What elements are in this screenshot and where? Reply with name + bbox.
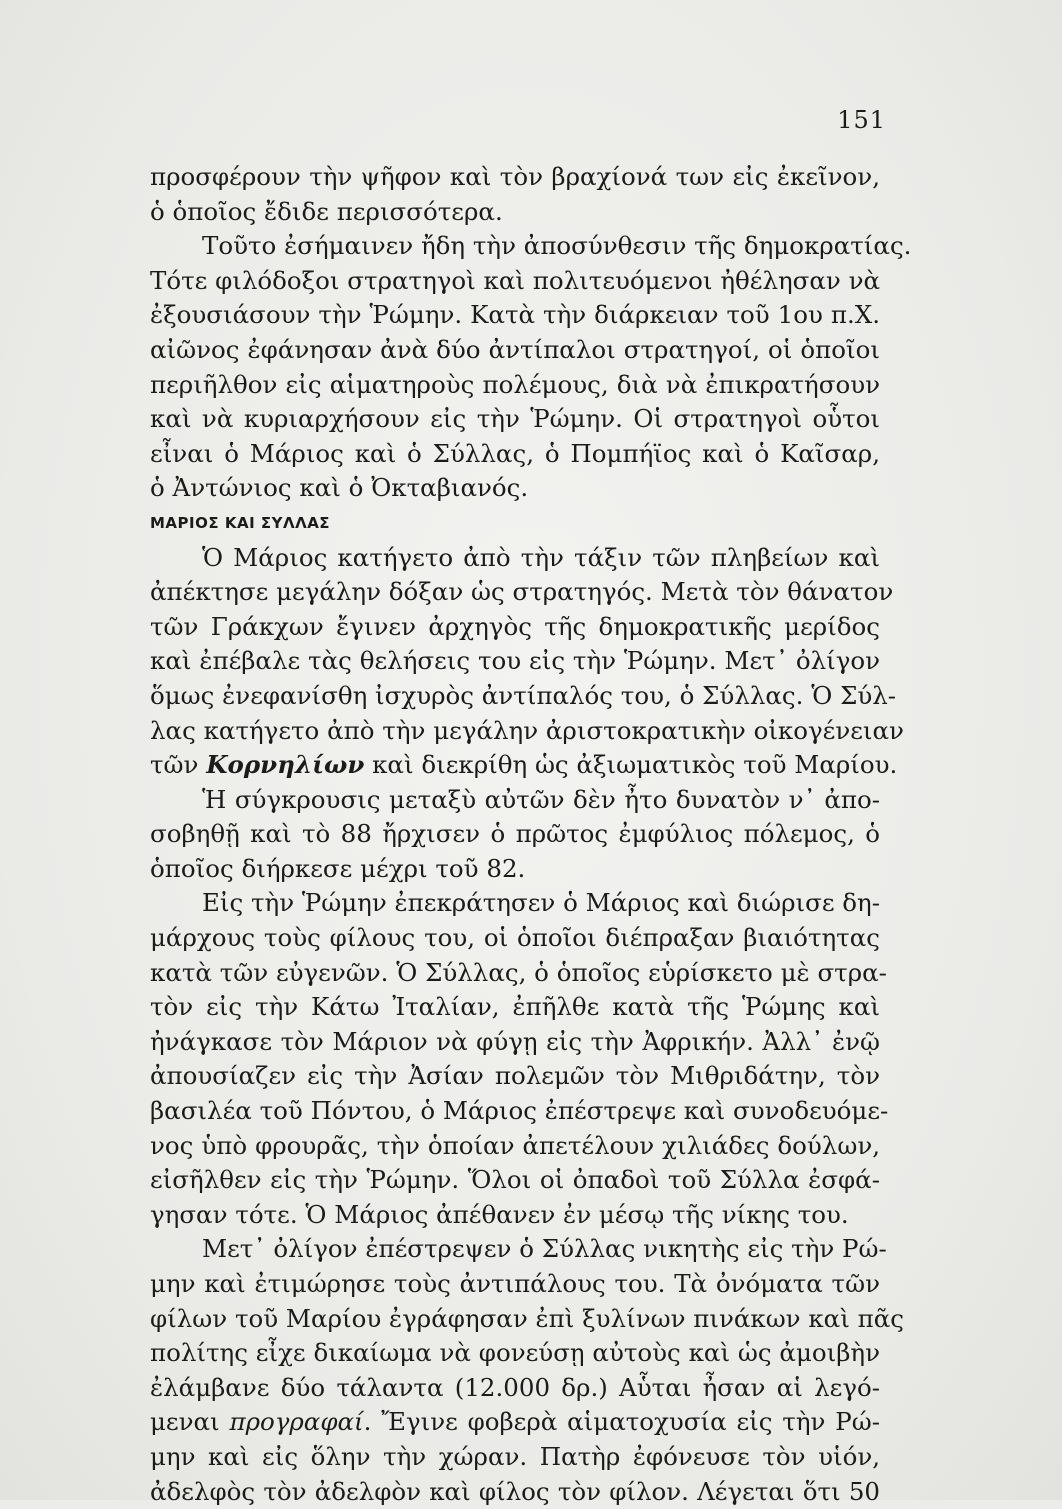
text-line: Εἰς τὴν Ῥώμην ἐπεκράτησεν ὁ Μάριος καὶ διώρισε δη-: [202, 888, 881, 918]
text-line: τῶν Γράκχων ἔγινεν ἀρχηγὸς τῆς δημοκρατικῆς μερίδος: [150, 611, 880, 641]
text-line: προσφέρουν τὴν ψῆφον καὶ τὸν βραχίονά των εἰς ἐκεῖνον,: [150, 162, 880, 191]
text-line: ὁ ὁποῖος ἔδιδε περισσότερα.: [150, 196, 503, 226]
text-line: τὸν εἰς τὴν Κάτω Ἰταλίαν, ἐπῆλθε κατὰ τῆς Ῥώμης καὶ: [150, 992, 880, 1022]
text-line: ἐξουσιάσουν τὴν Ῥώμην. Κατὰ τὴν διάρκειαν τοῦ 1ου π.Χ.: [150, 300, 880, 330]
text-line: ἀπέκτησε μεγάλην δόξαν ὡς στρατηγός. Μετὰ τὸν θάνατον: [150, 577, 894, 607]
text-fragment: μεναι: [150, 1407, 230, 1437]
emphasized-name: Κορνηλίων: [206, 750, 365, 780]
text-line-with-emphasis: [150, 748, 898, 783]
text-line: μην καὶ ἐτιμώρησε τοὺς ἀντιπάλους του. Τὰ ὀνόματα τῶν: [150, 1269, 880, 1298]
text-line: εἰσῆλθεν εἰς τὴν Ῥώμην. Ὅλοι οἱ ὀπαδοὶ τοῦ Σύλλα ἐσφά-: [150, 1165, 880, 1195]
text-line: λας κατήγετο ἀπὸ τὴν μεγάλην ἀριστοκρατικὴν οἰκογένειαν: [150, 715, 904, 745]
text-line: ὁποῖος διήρκεσε μέχρι τοῦ 82.: [150, 853, 526, 883]
text-fragment: καὶ διεκρίθη ὡς ἀξιωματικὸς τοῦ Μαρίου.: [364, 750, 898, 780]
text-line: Ὁ Μάριος κατήγετο ἀπὸ τὴν τάξιν τῶν πληβείων καὶ: [202, 542, 880, 572]
text-line: εἶναι ὁ Μάριος καὶ ὁ Σύλλας, ὁ Πομπήϊος καὶ ὁ Καῖσαρ,: [150, 438, 880, 468]
text-line: μην καὶ εἰς ὅλην τὴν χώραν. Πατὴρ ἐφόνευσε τὸν υἱόν,: [150, 1441, 880, 1471]
page-number: 151: [837, 106, 886, 134]
text-line: Τότε φιλόδοξοι στρατηγοὶ καὶ πολιτευόμενοι ἠθέλησαν νὰ: [150, 265, 881, 295]
text-line: πολίτης εἶχε δικαίωμα νὰ φονεύσῃ αὐτοὺς καὶ ὡς ἀμοιβὴν: [150, 1338, 880, 1368]
text-line: φίλων τοῦ Μαρίου ἐγράφησαν ἐπὶ ξυλίνων πινάκων καὶ πᾶς: [150, 1303, 904, 1333]
text-line: κατὰ τῶν εὐγενῶν. Ὁ Σύλλας, ὁ ὁποῖος εὑρίσκετο μὲ στρα-: [150, 957, 887, 987]
section-heading: ΜΑΡΙΟΣ ΚΑΙ ΣΥΛΛΑΣ: [150, 513, 331, 532]
text-line: ὅμως ἐνεφανίσθη ἰσχυρὸς ἀντίπαλός του, ὁ Σύλλας. Ὁ Σύλ-: [150, 680, 897, 710]
text-line: καὶ ἐπέβαλε τὰς θελήσεις του εἰς τὴν Ῥώμην. Μετ᾽ ὀλίγον: [150, 646, 880, 676]
text-line: ἐλάμβανε δύο τάλαντα (12.000 δρ.) Αὗται ἦσαν αἱ λεγό-: [150, 1372, 880, 1402]
body-text: [150, 160, 912, 1509]
text-line: ἠνάγκασε τὸν Μάριον νὰ φύγῃ εἰς τὴν Ἀφρικήν. Ἀλλ᾽ ἐνῷ: [150, 1026, 880, 1056]
text-fragment: τῶν: [150, 750, 207, 780]
text-line: μάρχους τοὺς φίλους του, οἱ ὁποῖοι διέπραξαν βιαιότητας: [150, 923, 880, 953]
text-line: σοβηθῇ καὶ τὸ 88 ἤρχισεν ὁ πρῶτος ἐμφύλιος πόλεμος, ὁ: [150, 819, 880, 849]
emphasized-term: προγραφαί: [229, 1407, 364, 1437]
text-fragment: . Ἔγινε φοβερὰ αἱματοχυσία εἰς τὴν Ρώ-: [363, 1407, 880, 1437]
text-line: νος ὑπὸ φρουρᾶς, τὴν ὁποίαν ἀπετέλουν χιλιάδες δούλων,: [150, 1130, 880, 1160]
text-line: Τοῦτο ἐσήμαινεν ἤδη τὴν ἀποσύνθεσιν τῆς δημοκρατίας.: [202, 231, 912, 261]
text-line: βασιλέα τοῦ Πόντου, ὁ Μάριος ἐπέστρεψε καὶ συνοδευόμε-: [150, 1096, 889, 1126]
text-line: αἰῶνος ἐφάνησαν ἀνὰ δύο ἀντίπαλοι στρατηγοί, οἱ ὁποῖοι: [150, 334, 880, 364]
text-line: ὁ Ἀντώνιος καὶ ὁ Ὀκταβιανός.: [150, 473, 529, 503]
text-line: ἀπουσίαζεν εἰς τὴν Ἀσίαν πολεμῶν τὸν Μιθριδάτην, τὸν: [150, 1061, 880, 1091]
text-line: Ἡ σύγκρουσις μεταξὺ αὐτῶν δὲν ἦτο δυνατὸν ν᾽ ἀπο-: [202, 784, 880, 814]
text-line: καὶ νὰ κυριαρχήσουν εἰς τὴν Ῥώμην. Οἱ στρατηγοὶ οὗτοι: [150, 404, 880, 434]
text-line: περιῆλθον εἰς αἱματηροὺς πολέμους, διὰ νὰ ἐπικρατήσουν: [150, 369, 880, 399]
text-line: Μετ᾽ ὀλίγον ἐπέστρεψεν ὁ Σύλλας νικητὴς εἰς τὴν Ρώ-: [202, 1234, 887, 1264]
text-line: ἀδελφὸς τὸν ἀδελφὸν καὶ φίλος τὸν φίλον. Λέγεται ὅτι 50: [150, 1476, 880, 1506]
text-line: γησαν τότε. Ὁ Μάριος ἀπέθανεν ἐν μέσῳ τῆς νίκης του.: [150, 1199, 849, 1229]
text-line-with-emphasis: [150, 1405, 880, 1440]
